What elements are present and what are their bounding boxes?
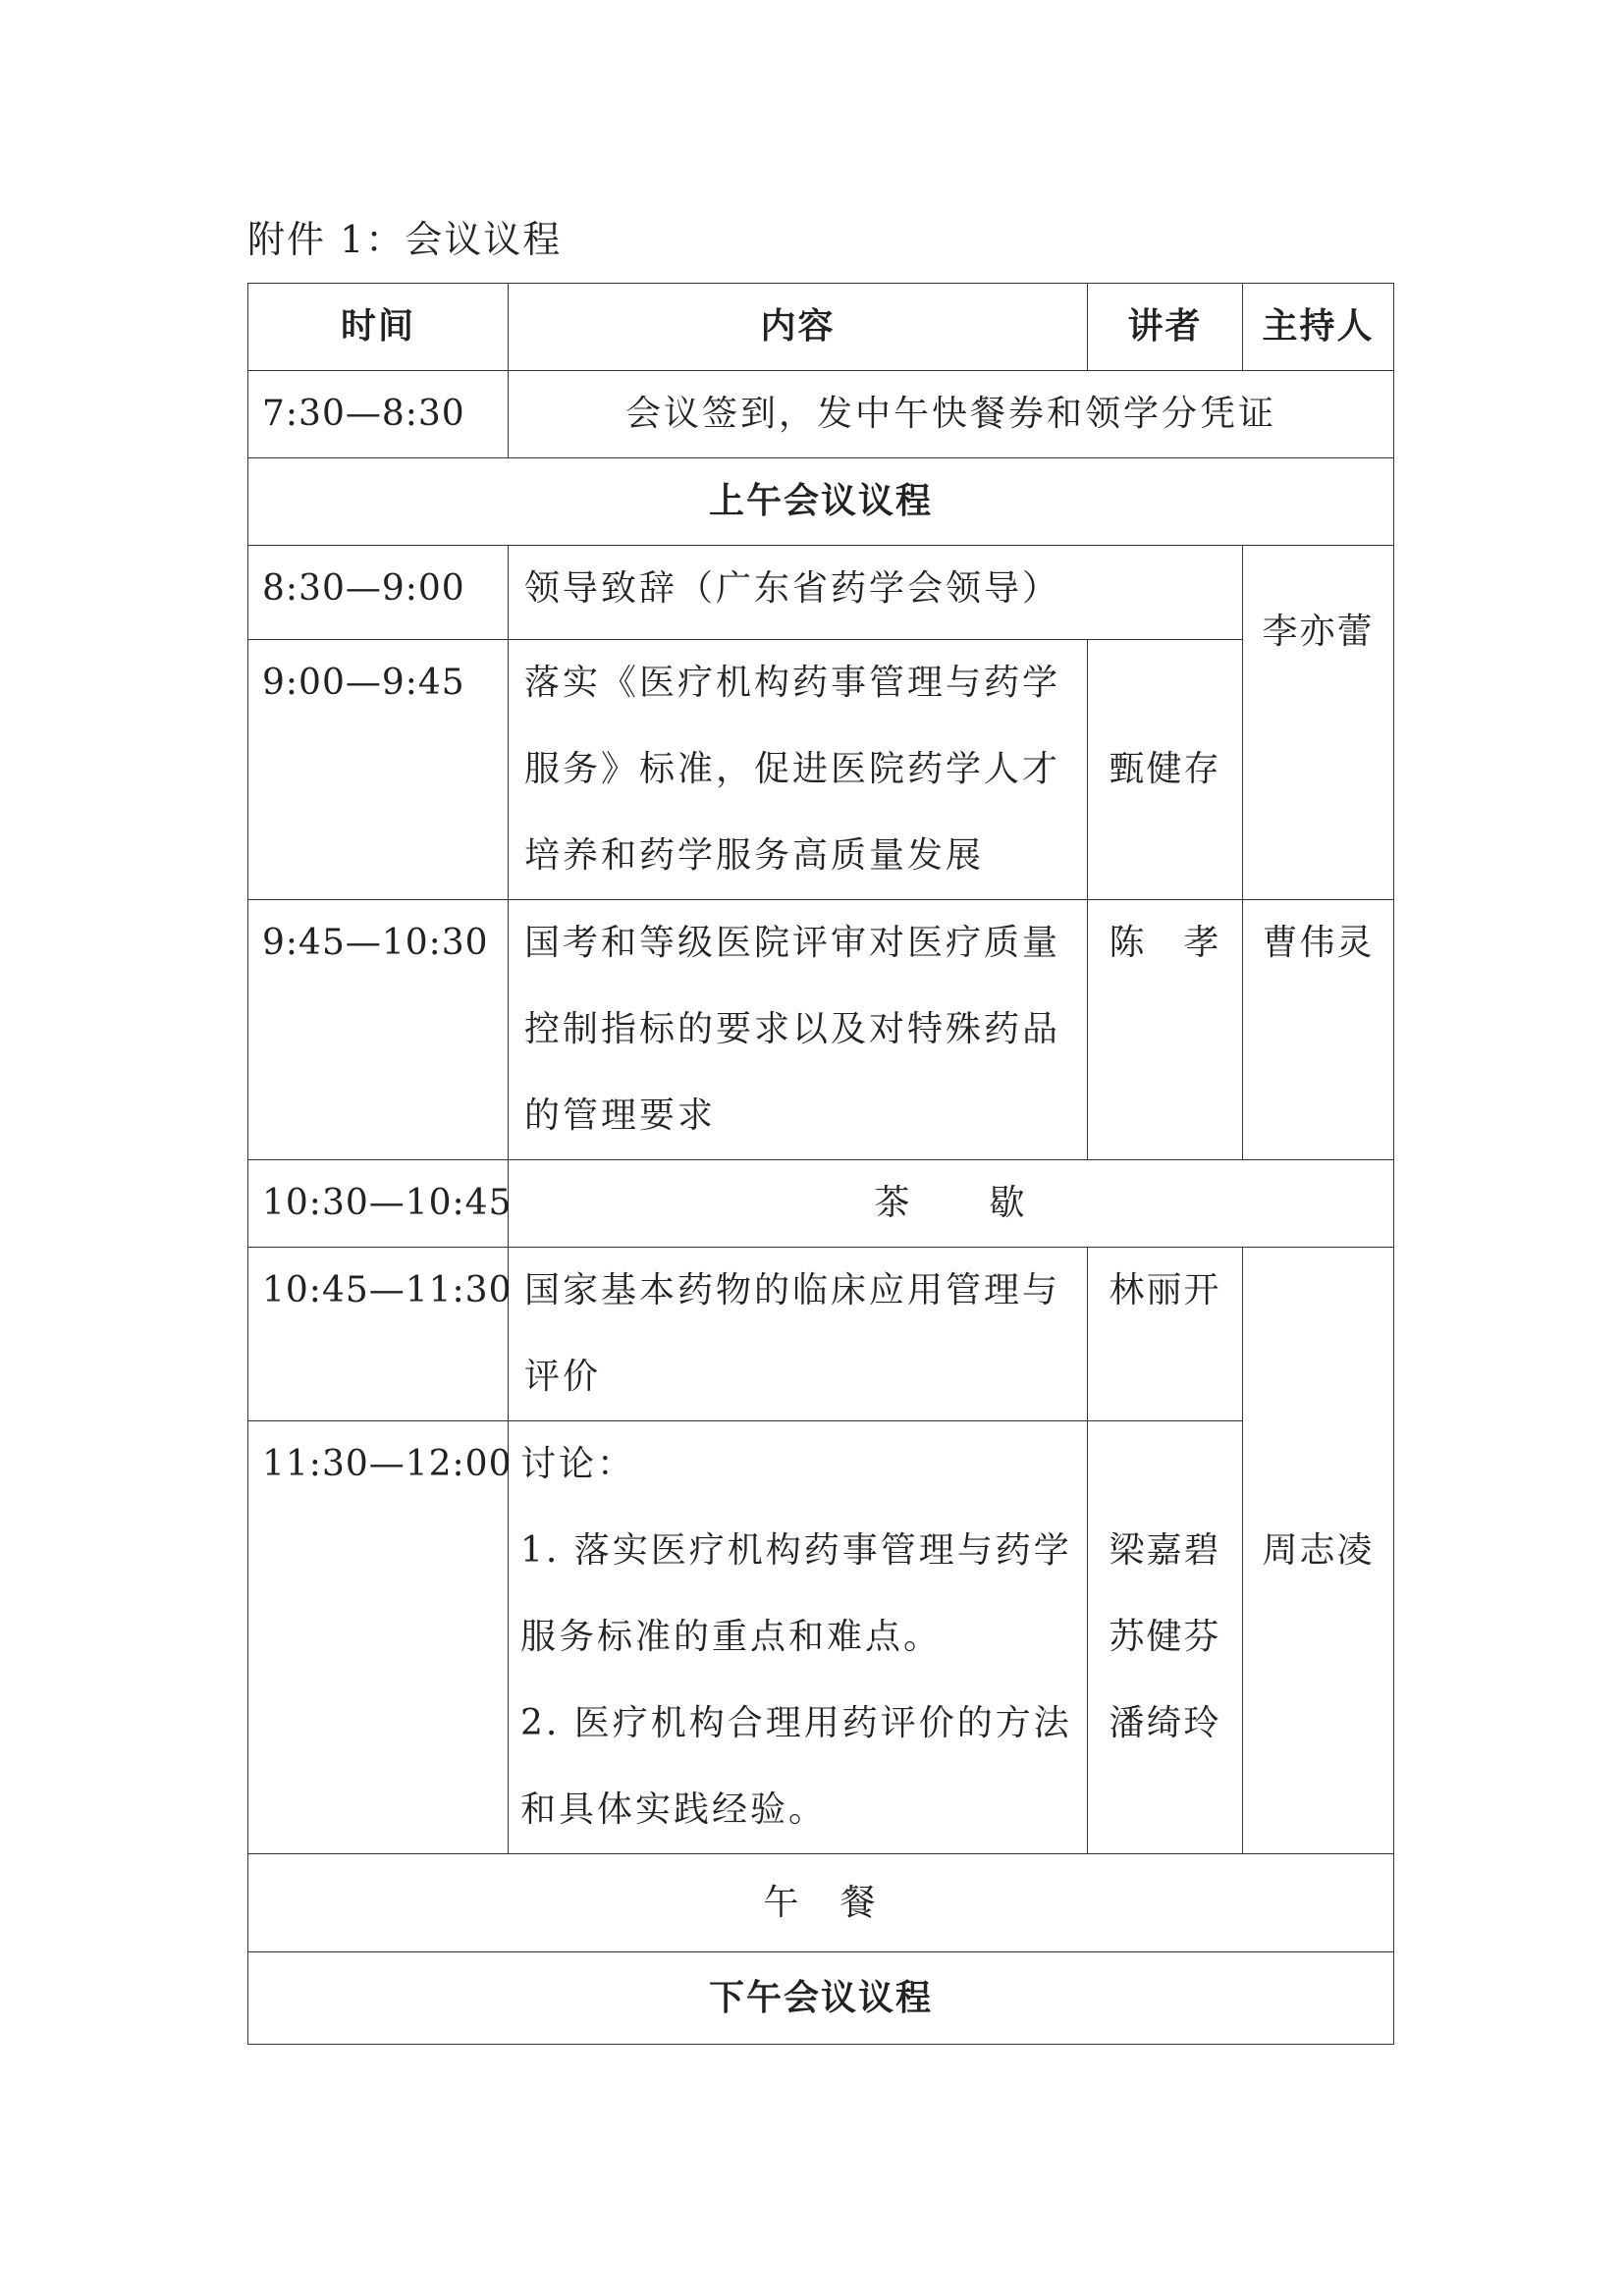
session-content (509, 1421, 1087, 1853)
speaker-name: 潘绮玲 (1109, 1703, 1221, 1743)
speaker-name: 林丽开 (1109, 1270, 1221, 1310)
speaker-name: 苏健芬 (1109, 1617, 1221, 1657)
registration-time: 7:30—8:30 (262, 394, 465, 434)
session-time: 11:30—12:00 (262, 1444, 513, 1484)
speaker-name: 陈 孝 (1109, 923, 1221, 963)
registration-content-cell (509, 371, 1394, 458)
header-host: 主持人 (1262, 306, 1375, 347)
agenda-row (248, 640, 1394, 900)
content-line: 讨论： (520, 1444, 636, 1484)
speaker-cell (1088, 900, 1243, 1160)
content-line: 国家基本药物的临床应用管理与 (524, 1270, 1061, 1310)
page-title: 附件 1：会议议程 (247, 218, 563, 261)
speaker-name: 甄健存 (1109, 749, 1221, 789)
content-line: 服务》标准，促进医院药学人才 (524, 749, 1061, 789)
header-content-cell (509, 284, 1088, 371)
content-line: 培养和药学服务高质量发展 (524, 835, 985, 876)
content-cell (509, 1248, 1088, 1421)
lunch-label: 午 餐 (763, 1882, 879, 1923)
speaker-cell (1088, 640, 1243, 900)
agenda-row (248, 900, 1394, 1160)
host-cell (1243, 1248, 1394, 1854)
time-cell (248, 640, 509, 900)
session-time: 10:45—11:30 (262, 1270, 513, 1310)
morning-section-row (248, 458, 1394, 546)
morning-section-title: 上午会议议程 (708, 481, 933, 521)
header-content: 内容 (760, 306, 836, 347)
content-cell (509, 1421, 1088, 1854)
host-cell (1243, 546, 1394, 900)
session-time: 9:00—9:45 (262, 663, 465, 703)
agenda-table (247, 283, 1394, 2045)
speaker-cell (1088, 1421, 1243, 1854)
time-cell (248, 900, 509, 1160)
content-line: 落实《医疗机构药事管理与药学 (524, 663, 1061, 703)
session-content (509, 640, 1087, 899)
agenda-row (248, 546, 1394, 640)
tea-break-label: 茶 歇 (874, 1183, 1028, 1223)
content-line: 服务标准的重点和难点。 (520, 1617, 943, 1657)
afternoon-section-title: 下午会议议程 (708, 1977, 933, 2018)
registration-row (248, 371, 1394, 458)
session-content (509, 1248, 1087, 1420)
speaker-list (1088, 1508, 1242, 1767)
afternoon-section-cell (248, 1952, 1394, 2045)
time-cell (248, 1160, 513, 1248)
session-time: 8:30—9:00 (262, 568, 465, 609)
header-host-cell (1243, 284, 1394, 371)
tea-break-cell (509, 1160, 1394, 1248)
registration-time-cell (248, 371, 509, 458)
host-name: 周志凌 (1262, 1529, 1375, 1571)
header-speaker: 讲者 (1127, 306, 1203, 347)
lunch-cell (248, 1854, 1394, 1952)
content-line: 的管理要求 (524, 1095, 717, 1136)
time-cell (248, 546, 509, 640)
content-line: 1. 落实医疗机构药事管理与药学 (520, 1530, 1072, 1571)
content-line: 和具体实践经验。 (520, 1789, 828, 1830)
lunch-row (248, 1854, 1394, 1952)
tea-break-row (248, 1160, 1394, 1248)
session-content (509, 900, 1087, 1159)
content-cell (509, 546, 1243, 640)
header-speaker-cell (1088, 284, 1243, 371)
content-line: 控制指标的要求以及对特殊药品 (524, 1009, 1061, 1049)
speaker-name: 梁嘉碧 (1109, 1530, 1221, 1571)
content-cell (509, 900, 1088, 1160)
agenda-row (248, 1248, 1394, 1421)
host-name: 曹伟灵 (1262, 923, 1375, 963)
session-content: 领导致辞（广东省药学会领导） (524, 568, 1061, 609)
morning-section-cell (248, 458, 1394, 546)
content-line: 评价 (524, 1357, 602, 1397)
session-time: 9:45—10:30 (262, 923, 489, 963)
speaker-cell (1088, 1248, 1243, 1421)
time-cell (248, 1248, 513, 1421)
time-cell (248, 1421, 513, 1854)
header-time: 时间 (340, 306, 415, 347)
host-cell (1243, 900, 1394, 1160)
header-row (248, 284, 1394, 371)
content-cell (509, 640, 1088, 900)
afternoon-section-row (248, 1952, 1394, 2045)
content-line: 2. 医疗机构合理用药评价的方法 (520, 1703, 1072, 1743)
header-time-cell (248, 284, 509, 371)
agenda-row (248, 1421, 1394, 1854)
content-line: 国考和等级医院评审对医疗质量 (524, 923, 1061, 963)
tea-break-time: 10:30—10:45 (262, 1183, 513, 1223)
host-name: 李亦蕾 (1262, 612, 1375, 652)
registration-content: 会议签到，发中午快餐券和领学分凭证 (624, 394, 1276, 434)
